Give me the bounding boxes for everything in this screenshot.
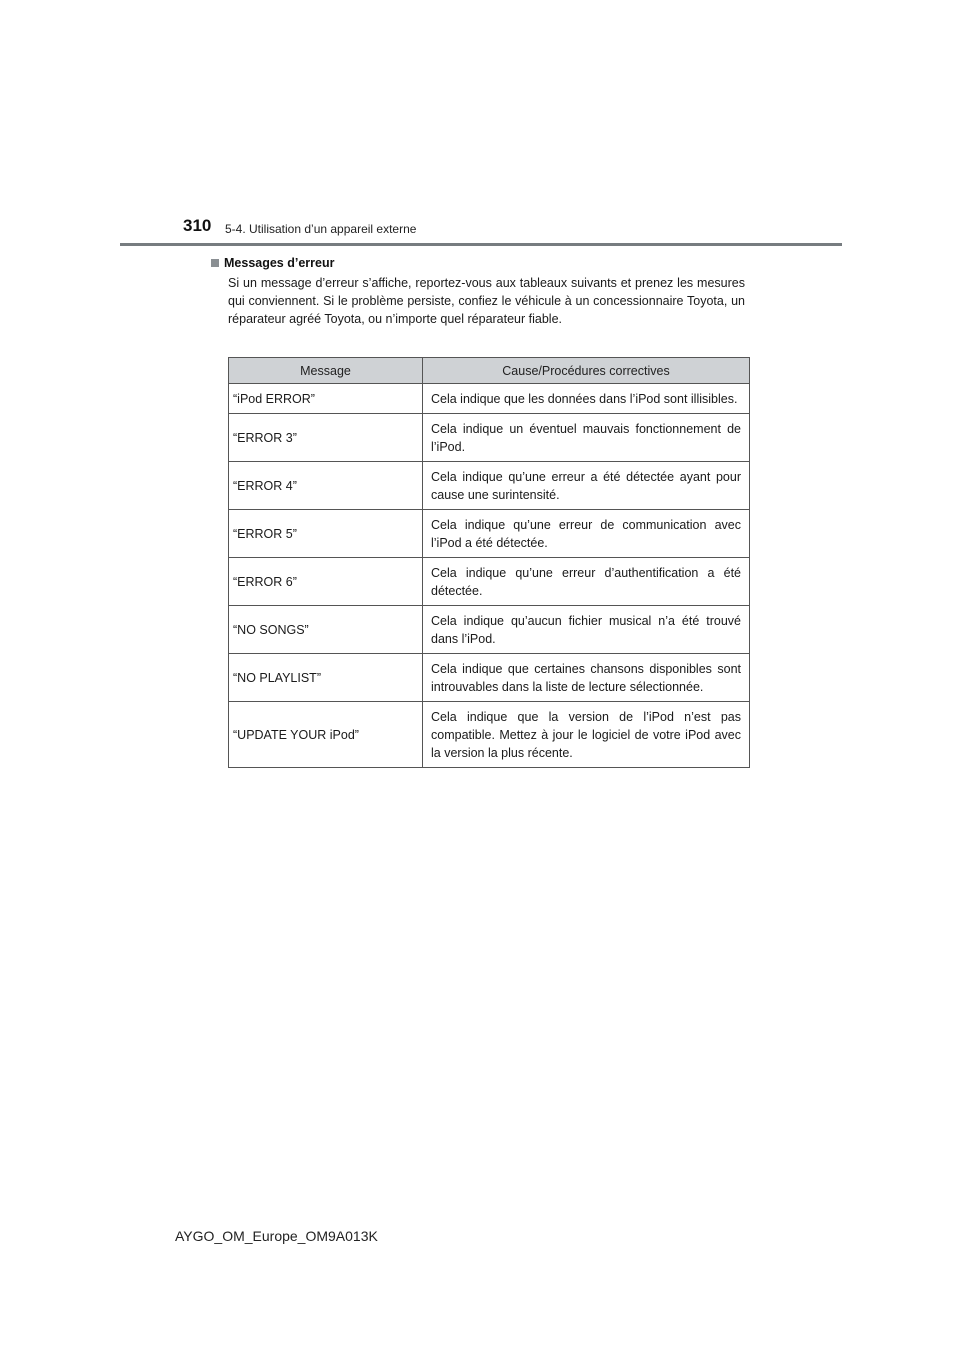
intro-paragraph: Si un message d’erreur s’affiche, reportez-vous aux tableaux suivants et prenez les mesures qui conviennent. Si le problème persiste, confiez le véhicule à un concessionnaire Toyota, un réparateur agréé Toyota, ou n’importe quel réparateur fiable.: [228, 276, 745, 326]
message-cell: “ERROR 3”: [229, 414, 423, 462]
table-row: [229, 510, 750, 558]
table-row: [229, 384, 750, 414]
message-cell: “NO SONGS”: [229, 606, 423, 654]
cause-cell: Cela indique que la version de l’iPod n’est pas compatible. Mettez à jour le logiciel de votre iPod avec la version la plus récente.: [423, 702, 750, 768]
table-row: [229, 414, 750, 462]
table-row: [229, 462, 750, 510]
message-cell: “iPod ERROR”: [229, 384, 423, 414]
cause-cell: Cela indique qu’une erreur de communication avec l’iPod a été détectée.: [423, 510, 750, 558]
cause-cell: Cela indique qu’une erreur d’authentification a été détectée.: [423, 558, 750, 606]
header-cause: Cause/Procédures correctives: [423, 358, 750, 384]
message-cell: “ERROR 5”: [229, 510, 423, 558]
error-messages-table: [228, 357, 750, 768]
table-row: [229, 702, 750, 768]
square-bullet-icon: [211, 259, 219, 267]
message-cell: “ERROR 4”: [229, 462, 423, 510]
heading-text: Messages d’erreur: [224, 256, 335, 270]
table-row: [229, 606, 750, 654]
table-header-row: [229, 358, 750, 384]
cause-cell: Cela indique que certaines chansons disponibles sont introuvables dans la liste de lecture sélectionnée.: [423, 654, 750, 702]
message-cell: “ERROR 6”: [229, 558, 423, 606]
cause-cell: Cela indique un éventuel mauvais fonctionnement de l’iPod.: [423, 414, 750, 462]
table-row: [229, 558, 750, 606]
footer-code: AYGO_OM_Europe_OM9A013K: [175, 1228, 378, 1244]
table-row: [229, 654, 750, 702]
section-heading: [211, 256, 334, 270]
section-title: 5-4. Utilisation d’un appareil externe: [225, 222, 417, 236]
header-message: Message: [229, 358, 423, 384]
message-cell: “UPDATE YOUR iPod”: [229, 702, 423, 768]
cause-cell: Cela indique qu’une erreur a été détectée ayant pour cause une surintensité.: [423, 462, 750, 510]
cause-cell: Cela indique que les données dans l’iPod sont illisibles.: [423, 384, 750, 414]
message-cell: “NO PLAYLIST”: [229, 654, 423, 702]
cause-cell: Cela indique qu’aucun fichier musical n’a été trouvé dans l’iPod.: [423, 606, 750, 654]
header-rule: [120, 243, 842, 246]
page-number: 310: [183, 216, 212, 235]
